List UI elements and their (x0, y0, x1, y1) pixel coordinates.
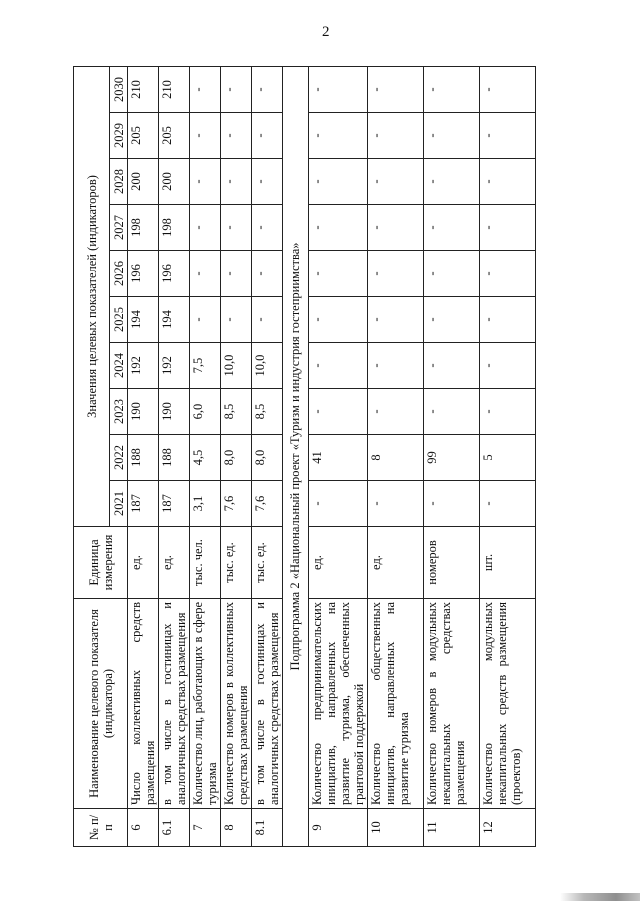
value-cell: 6,0 (190, 389, 221, 435)
value-cell: - (424, 297, 480, 343)
year-header: 2030 (110, 66, 128, 112)
value-cell: - (221, 251, 252, 297)
value-cell: - (424, 481, 480, 527)
table-row (128, 66, 159, 846)
value-cell: - (424, 205, 480, 251)
value-cell: 8 (368, 435, 424, 481)
value-cell: 200 (128, 159, 159, 205)
indicator-name: Число коллективных средств размещения (128, 599, 159, 809)
value-cell: 190 (159, 389, 190, 435)
indicator-name: Количество общественных инициатив, направленных на развитие туризма (368, 599, 424, 809)
value-cell: 194 (128, 297, 159, 343)
unit-cell: шт. (480, 527, 536, 599)
table-row (190, 66, 221, 846)
value-cell: 190 (128, 389, 159, 435)
value-cell: - (424, 113, 480, 159)
value-cell: - (480, 343, 536, 389)
unit-cell: ед. (309, 527, 368, 599)
table-row (424, 66, 480, 846)
value-cell: - (309, 343, 368, 389)
value-cell: - (368, 205, 424, 251)
indicator-name: Количество лиц, работающих в сфере туризма (190, 599, 221, 809)
table-row (480, 66, 536, 846)
subprogram-title: Подпрограмма 2 «Национальный проект «Туризм и индустрия гостеприимства» (283, 66, 309, 846)
row-number: 6 (128, 809, 159, 847)
header-num: № п/п (74, 809, 128, 847)
value-cell: - (480, 159, 536, 205)
row-number: 12 (480, 809, 536, 847)
value-cell: - (221, 113, 252, 159)
value-cell: - (368, 297, 424, 343)
indicator-name: Количество модульных некапитальных средств размещения (проектов) (480, 599, 536, 809)
row-number: 10 (368, 809, 424, 847)
value-cell: - (368, 343, 424, 389)
value-cell: 10,0 (221, 343, 252, 389)
table-row (221, 66, 252, 846)
value-cell: - (424, 66, 480, 112)
value-cell: - (368, 251, 424, 297)
year-header: 2022 (110, 435, 128, 481)
value-cell: - (252, 159, 283, 205)
value-cell: - (252, 297, 283, 343)
value-cell: - (221, 297, 252, 343)
value-cell: - (480, 66, 536, 112)
value-cell: 4,5 (190, 435, 221, 481)
year-header: 2023 (110, 389, 128, 435)
value-cell: - (190, 66, 221, 112)
year-header: 2029 (110, 113, 128, 159)
value-cell: 196 (159, 251, 190, 297)
value-cell: - (309, 113, 368, 159)
value-cell: 188 (128, 435, 159, 481)
unit-cell: ед. (159, 527, 190, 599)
table-row (368, 66, 424, 846)
unit-cell: ед. (368, 527, 424, 599)
year-header: 2026 (110, 251, 128, 297)
value-cell: 99 (424, 435, 480, 481)
unit-cell: тыс. ед. (221, 527, 252, 599)
value-cell: - (368, 159, 424, 205)
value-cell: - (424, 343, 480, 389)
value-cell: - (221, 66, 252, 112)
value-cell: - (480, 113, 536, 159)
value-cell: - (424, 251, 480, 297)
year-header: 2025 (110, 297, 128, 343)
value-cell: - (252, 205, 283, 251)
indicator-name: Количество номеров в модульных некапитальных средствах размещения (424, 599, 480, 809)
value-cell: 8,5 (252, 389, 283, 435)
value-cell: 188 (159, 435, 190, 481)
year-header: 2024 (110, 343, 128, 389)
table-row (159, 66, 190, 846)
value-cell: - (221, 205, 252, 251)
indicators-table (73, 66, 536, 847)
unit-cell: ед. (128, 527, 159, 599)
value-cell: 8,0 (221, 435, 252, 481)
value-cell: - (480, 251, 536, 297)
row-number: 6.1 (159, 809, 190, 847)
value-cell: 210 (128, 66, 159, 112)
value-cell: 187 (128, 481, 159, 527)
value-cell: - (368, 113, 424, 159)
value-cell: 205 (128, 113, 159, 159)
value-cell: - (221, 159, 252, 205)
scan-artifact (560, 893, 640, 901)
value-cell: - (480, 389, 536, 435)
indicator-name: Количество номеров в коллективных средствах размещения (221, 599, 252, 809)
value-cell: - (190, 159, 221, 205)
value-cell: - (480, 481, 536, 527)
value-cell: - (190, 205, 221, 251)
value-cell: - (368, 66, 424, 112)
row-number: 7 (190, 809, 221, 847)
value-cell: - (252, 113, 283, 159)
table-row (309, 66, 368, 846)
value-cell: - (424, 159, 480, 205)
value-cell: - (309, 66, 368, 112)
row-number: 11 (424, 809, 480, 847)
value-cell: 10,0 (252, 343, 283, 389)
page-number: 2 (322, 24, 330, 40)
value-cell: 8,0 (252, 435, 283, 481)
value-cell: - (190, 113, 221, 159)
unit-cell: номеров (424, 527, 480, 599)
year-header: 2027 (110, 205, 128, 251)
value-cell: 5 (480, 435, 536, 481)
value-cell: - (309, 159, 368, 205)
indicators-table-rotated (73, 67, 531, 847)
value-cell: 7,6 (252, 481, 283, 527)
table-row (252, 66, 283, 846)
value-cell: - (424, 389, 480, 435)
value-cell: 194 (159, 297, 190, 343)
value-cell: - (309, 481, 368, 527)
value-cell: - (252, 66, 283, 112)
value-cell: - (309, 389, 368, 435)
row-number: 8.1 (252, 809, 283, 847)
unit-cell: тыс. чел. (190, 527, 221, 599)
value-cell: 7,5 (190, 343, 221, 389)
value-cell: 41 (309, 435, 368, 481)
value-cell: - (190, 297, 221, 343)
value-cell: - (252, 251, 283, 297)
value-cell: 200 (159, 159, 190, 205)
indicator-name: Количество предпринимательских инициатив, направленных на развитие туризма, обеспеченных грантовой поддержкой (309, 599, 368, 809)
year-header: 2021 (110, 481, 128, 527)
unit-cell: тыс. ед. (252, 527, 283, 599)
value-cell: - (190, 251, 221, 297)
value-cell: - (480, 205, 536, 251)
indicator-name: в том числе в гостиницах и аналогичных средствах размещения (252, 599, 283, 809)
row-number: 9 (309, 809, 368, 847)
indicator-name: в том числе в гостиницах и аналогичных средствах размещения (159, 599, 190, 809)
value-cell: - (309, 297, 368, 343)
year-header: 2028 (110, 159, 128, 205)
header-values: Значения целевых показателей (индикаторов) (74, 66, 110, 526)
value-cell: 198 (128, 205, 159, 251)
value-cell: 7,6 (221, 481, 252, 527)
value-cell: - (480, 297, 536, 343)
value-cell: 205 (159, 113, 190, 159)
row-number: 8 (221, 809, 252, 847)
value-cell: 210 (159, 66, 190, 112)
value-cell: 187 (159, 481, 190, 527)
value-cell: 8,5 (221, 389, 252, 435)
value-cell: 196 (128, 251, 159, 297)
value-cell: - (368, 481, 424, 527)
value-cell: - (309, 205, 368, 251)
header-unit: Единица измерения (74, 527, 128, 599)
header-name: Наименование целевого показателя (индикатора) (74, 599, 128, 809)
value-cell: - (368, 389, 424, 435)
subprogram-row (283, 66, 309, 846)
value-cell: - (309, 251, 368, 297)
value-cell: 192 (128, 343, 159, 389)
value-cell: 3,1 (190, 481, 221, 527)
value-cell: 198 (159, 205, 190, 251)
value-cell: 192 (159, 343, 190, 389)
